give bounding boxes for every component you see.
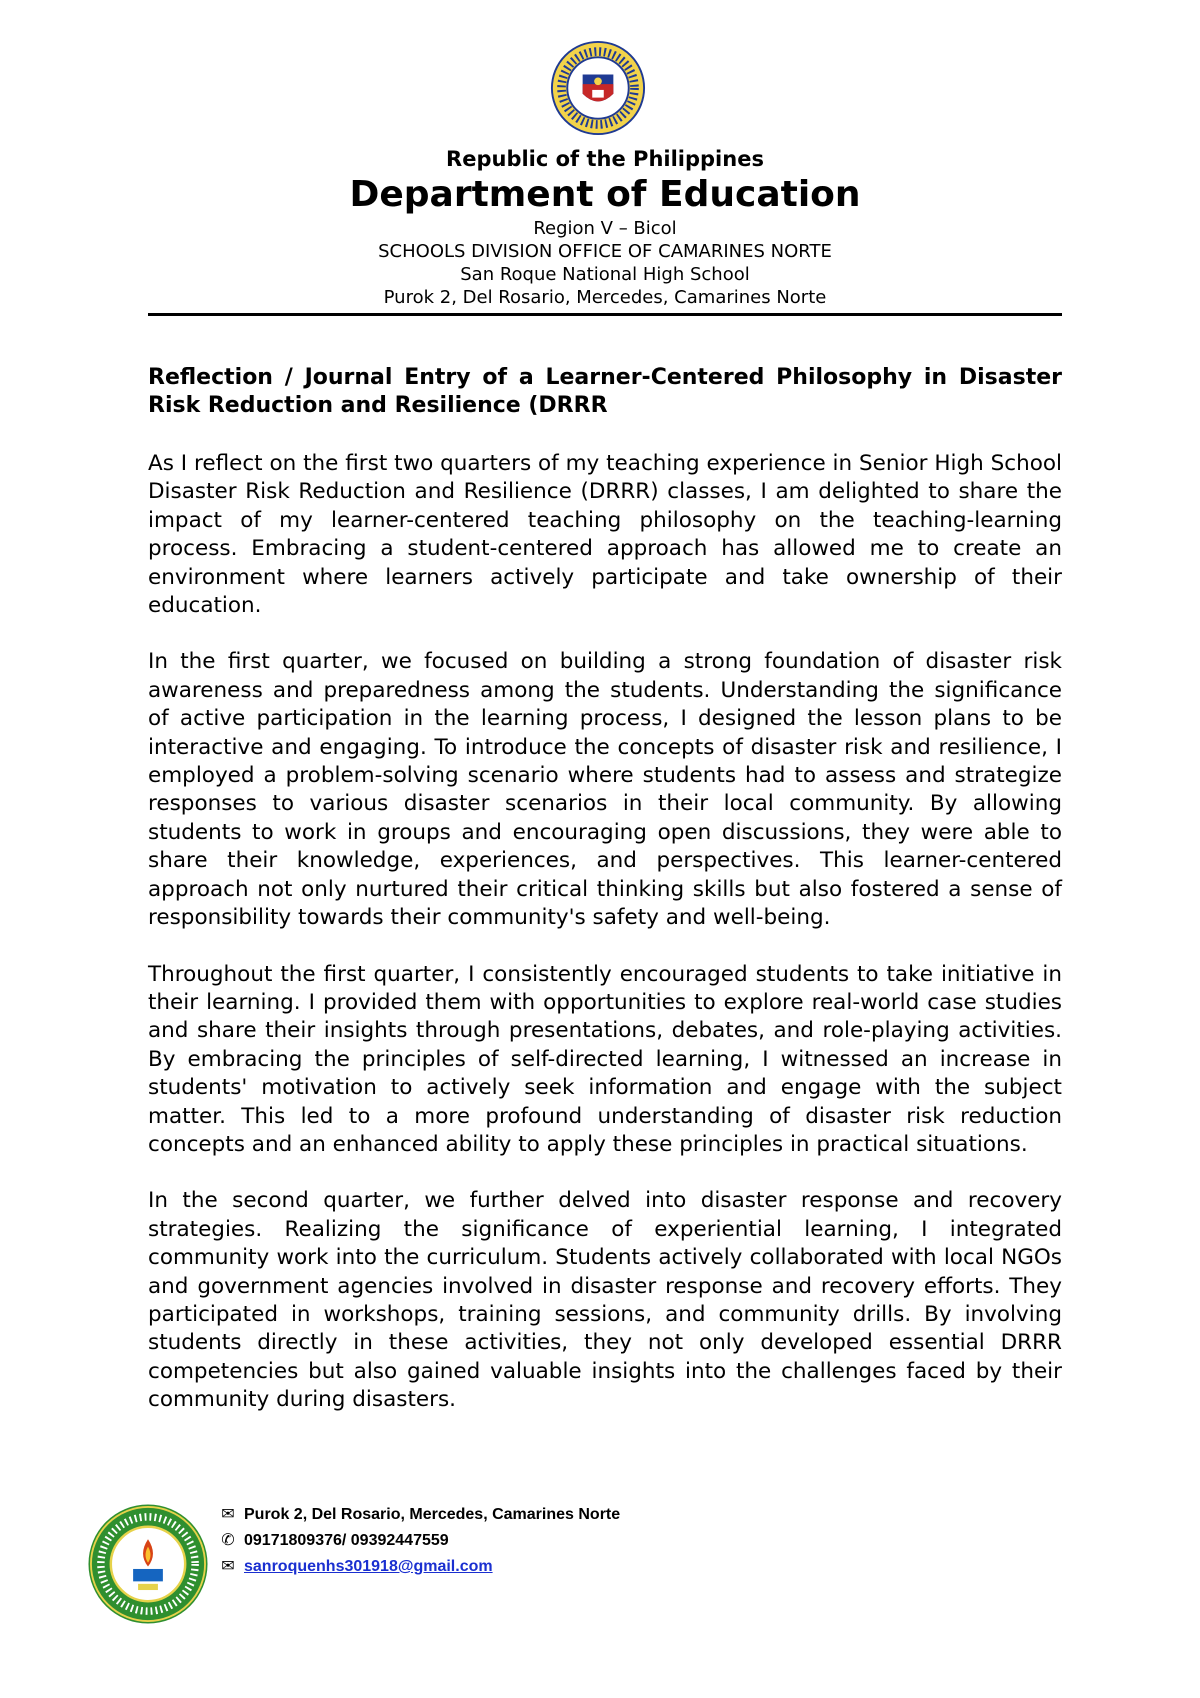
footer-address-text: Purok 2, Del Rosario, Mercedes, Camarines Norte xyxy=(244,1506,621,1523)
footer-phone xyxy=(218,1528,620,1554)
division-line: SCHOOLS DIVISION OFFICE OF CAMARINES NORTE xyxy=(378,241,832,262)
region-line: Region V – Bicol xyxy=(533,218,677,239)
letter-footer xyxy=(0,1490,1200,1630)
republic-heading: Republic of the Philippines xyxy=(446,147,764,171)
contact-block xyxy=(218,1502,620,1580)
footer-email xyxy=(218,1554,620,1580)
header-divider xyxy=(148,313,1062,316)
mail-icon: ✉ xyxy=(221,1558,235,1575)
phone-icon: ✆ xyxy=(221,1532,235,1549)
paragraph-1: As I reflect on the first two quarters of my teaching experience in Senior High School Disaster Risk Reduction and Resilience (DRRR) classes, I am delighted to share the impact of my learner-centered teaching philosophy on the teaching-learning process. Embracing a student-centered approach has allowed me to create an environment where learners actively participate and take ownership of their education. xyxy=(148,451,1062,619)
document-body xyxy=(148,364,1062,1443)
letterhead xyxy=(148,145,1062,309)
footer-phone-text: 09171809376/ 09392447559 xyxy=(244,1532,449,1549)
paragraph-2: In the first quarter, we focused on building a strong foundation of disaster risk awareness and preparedness among the students. Understanding the significance of active participation in the learning process, I designed the lesson plans to be interactive and engaging. To introduce the concepts of disaster risk and resilience, I employed a problem-solving scenario where students had to assess and strategize responses to various disaster scenarios in their local community. By allowing students to work in groups and encouraging open discussions, they were able to share their knowledge, experiences, and perspectives. This learner-centered approach not only nurtured their critical thinking skills but also fostered a sense of responsibility towards their community's safety and well-being. xyxy=(148,649,1062,931)
footer-address xyxy=(218,1502,620,1528)
address-line: Purok 2, Del Rosario, Mercedes, Camarines Norte xyxy=(383,287,827,308)
envelope-icon: ✉ xyxy=(221,1506,235,1523)
paragraph-4: In the second quarter, we further delved into disaster response and recovery strategies. Realizing the significance of experiential learning, I integrated community work into the curriculum. Students actively collaborated with local NGOs and government agencies involved in disaster response and recovery efforts. They participated in workshops, training sessions, and community drills. By involving students directly in these activities, they not only developed essential DRRR competencies but also gained valuable insights into the challenges faced by their community during disasters. xyxy=(148,1188,1062,1413)
paragraph-3: Throughout the first quarter, I consistently encouraged students to take initiative in their learning. I provided them with opportunities to explore real-world case studies and share their insights through presentations, debates, and role-playing activities. By embracing the principles of self-directed learning, I witnessed an increase in students' motivation to actively seek information and engage with the subject matter. This led to a more profound understanding of disaster risk reduction concepts and an enhanced ability to apply these principles in practical situations. xyxy=(148,961,1062,1157)
department-heading: Department of Education xyxy=(349,174,861,215)
school-line: San Roque National High School xyxy=(460,264,750,285)
deped-seal-logo xyxy=(550,40,646,136)
school-seal-logo xyxy=(86,1502,210,1626)
document-title: Reflection / Journal Entry of a Learner-Centered Philosophy in Disaster Risk Reduction and Resilience (DRRR xyxy=(148,365,1062,418)
email-link[interactable]: sanroquenhs301918@gmail.com xyxy=(244,1558,493,1575)
